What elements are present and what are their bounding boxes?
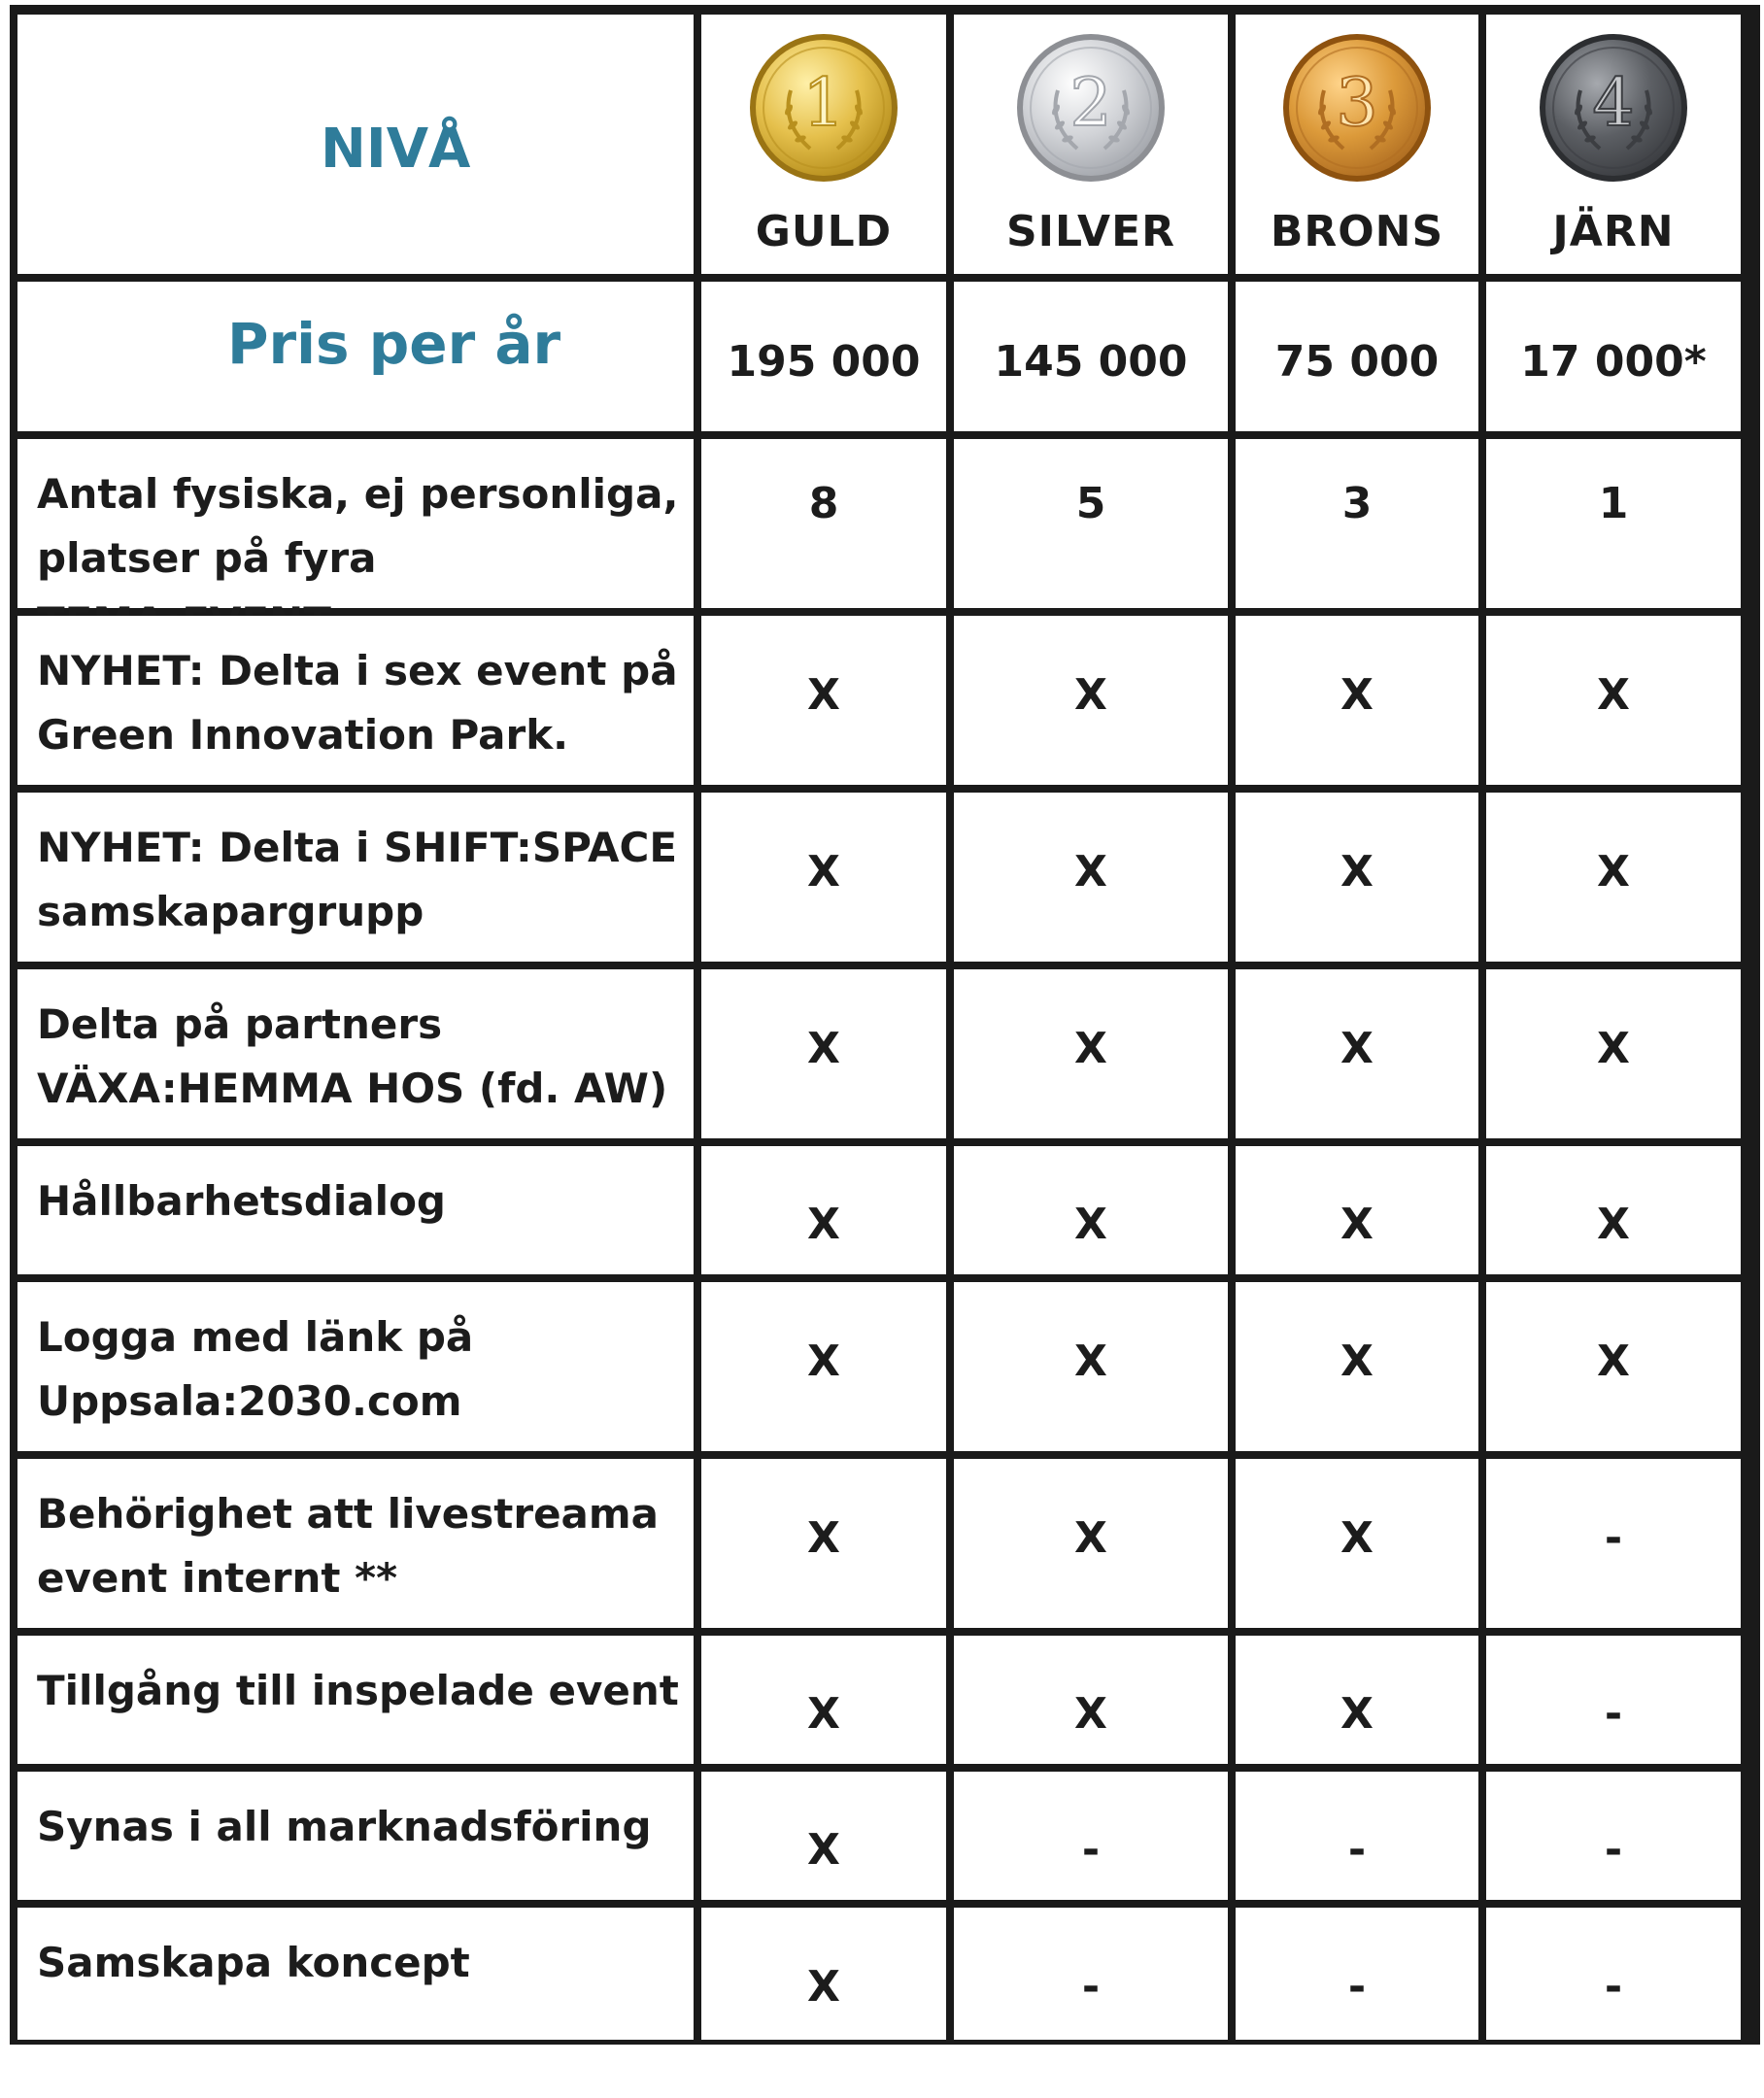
feature-value-cell [1486,969,1741,1138]
feature-value-cell [1486,1459,1741,1628]
feature-value-cell [1486,1772,1741,1900]
tier-name: SILVER [1005,207,1176,256]
feature-value: X [1340,1200,1374,1249]
medal-number: 4 [1592,65,1635,142]
medal-icon [1536,30,1691,186]
feature-value: X [807,1962,840,2012]
feature-value: - [1347,1825,1367,1875]
medal-icon [1013,30,1169,186]
feature-label: Hållbarhetsdialog [37,1177,446,1225]
feature-value-cell [701,439,946,608]
feature-label-cell [17,439,694,608]
feature-value-cell [1236,439,1478,608]
feature-value: X [1340,670,1374,720]
price-value: 145 000 [994,337,1188,387]
price-label-cell [17,282,694,431]
feature-label-cell [17,1772,694,1900]
tier-name: GULD [755,207,893,256]
feature-value: X [1597,670,1630,720]
feature-value-cell [701,1636,946,1764]
medal-number: 2 [1069,65,1112,142]
feature-value-cell [954,969,1228,1138]
medal-icon [1279,30,1435,186]
feature-value-cell [701,793,946,962]
feature-label: Behörighet att livestreama event internt ** [37,1490,660,1602]
feature-value: X [1597,1200,1630,1249]
feature-value: X [1597,1024,1630,1073]
feature-value-cell [1486,439,1741,608]
feature-label-cell [17,1146,694,1274]
feature-value: X [807,1200,840,1249]
feature-value-cell [954,793,1228,962]
feature-label: Tillgång till inspelade event [37,1667,679,1714]
feature-value: X [1074,847,1107,897]
feature-value-cell [1236,616,1478,785]
feature-value: X [1074,670,1107,720]
medal-icon [746,30,901,186]
price-value: 195 000 [727,337,921,387]
tier-header-3 [1486,15,1741,274]
feature-value: - [1604,1513,1623,1563]
feature-value: - [1347,1962,1367,2012]
price-heading: Pris per år [227,311,561,377]
comparison-table [10,5,1760,2045]
feature-value-cell [1486,1636,1741,1764]
feature-value-cell [1486,1282,1741,1451]
feature-value-cell [701,1459,946,1628]
feature-value-cell [1236,1908,1478,2040]
feature-value: X [807,1337,840,1386]
feature-value: X [1074,1337,1107,1386]
feature-value-cell [1486,793,1741,962]
feature-value: X [1074,1689,1107,1739]
feature-label-cell [17,969,694,1138]
price-value: 17 000* [1520,337,1707,387]
feature-label: NYHET: Delta i sex event på Green Innovation Park. [37,647,678,759]
feature-value: 3 [1341,479,1373,528]
feature-value-cell [1236,793,1478,962]
feature-value-cell [954,1772,1228,1900]
feature-value: X [807,1689,840,1739]
feature-label-cell [17,1459,694,1628]
feature-value: X [807,1513,840,1563]
feature-label-cell [17,1636,694,1764]
feature-label: Antal fysiska, ej personliga, platser på fyra [37,470,679,582]
feature-value: - [1081,1825,1101,1875]
feature-value-cell [701,1146,946,1274]
feature-label: Samskapa koncept [37,1939,470,1986]
tier-name: BRONS [1270,207,1444,256]
feature-value-cell [1236,1146,1478,1274]
header-level-cell [17,15,694,274]
feature-value: X [1074,1513,1107,1563]
feature-value-cell [1486,1908,1741,2040]
level-heading: NIVÅ [321,118,471,181]
feature-value: 1 [1598,479,1629,528]
feature-value: - [1081,1962,1101,2012]
feature-value: X [807,1024,840,1073]
feature-value-cell [1236,1459,1478,1628]
feature-value: 5 [1075,479,1106,528]
feature-value: X [1340,1337,1374,1386]
feature-value-cell [701,1282,946,1451]
medal-number: 1 [802,65,845,142]
feature-label: NYHET: Delta i SHIFT:SPACE samskapargrupp [37,824,678,935]
feature-value-cell [1236,1282,1478,1451]
feature-value-cell [1486,1146,1741,1274]
price-cell-3 [1486,282,1741,431]
feature-value-cell [954,1908,1228,2040]
feature-value-cell [1236,1636,1478,1764]
feature-value-cell [1236,969,1478,1138]
feature-value-cell [1236,1772,1478,1900]
feature-label-cell [17,616,694,785]
feature-label-cell [17,1282,694,1451]
feature-value: X [1340,1024,1374,1073]
feature-label: Logga med länk på Uppsala:2030.com [37,1313,474,1425]
feature-value-cell [701,969,946,1138]
tier-header-1 [954,15,1228,274]
tier-name: JÄRN [1552,207,1675,256]
medal-number: 3 [1336,65,1378,142]
feature-value-cell [954,1282,1228,1451]
feature-value: 8 [808,479,839,528]
feature-value: X [1340,847,1374,897]
tier-header-0 [701,15,946,274]
feature-label: Delta på partners VÄXA:HEMMA HOS (fd. AW) [37,1000,668,1112]
price-cell-0 [701,282,946,431]
feature-value-cell [954,1636,1228,1764]
feature-value-cell [954,439,1228,608]
price-value: 75 000 [1274,337,1440,387]
feature-value-cell [701,1772,946,1900]
feature-value-cell [954,1459,1228,1628]
feature-value: X [1074,1200,1107,1249]
feature-value: X [807,847,840,897]
feature-value-cell [701,616,946,785]
tier-header-2 [1236,15,1478,274]
feature-value: X [1597,1337,1630,1386]
price-cell-1 [954,282,1228,431]
feature-value: X [1340,1689,1374,1739]
feature-value: - [1604,1825,1623,1875]
feature-value: X [807,1825,840,1875]
feature-value: X [807,670,840,720]
feature-value-cell [701,1908,946,2040]
feature-value: - [1604,1962,1623,2012]
feature-value: - [1604,1689,1623,1739]
feature-value: X [1340,1513,1374,1563]
feature-label-cell [17,1908,694,2040]
feature-label: Synas i all marknadsföring [37,1803,652,1850]
feature-value-cell [1486,616,1741,785]
feature-value: X [1597,847,1630,897]
feature-label-cell [17,793,694,962]
feature-value: X [1074,1024,1107,1073]
feature-value-cell [954,1146,1228,1274]
feature-value-cell [954,616,1228,785]
price-cell-2 [1236,282,1478,431]
